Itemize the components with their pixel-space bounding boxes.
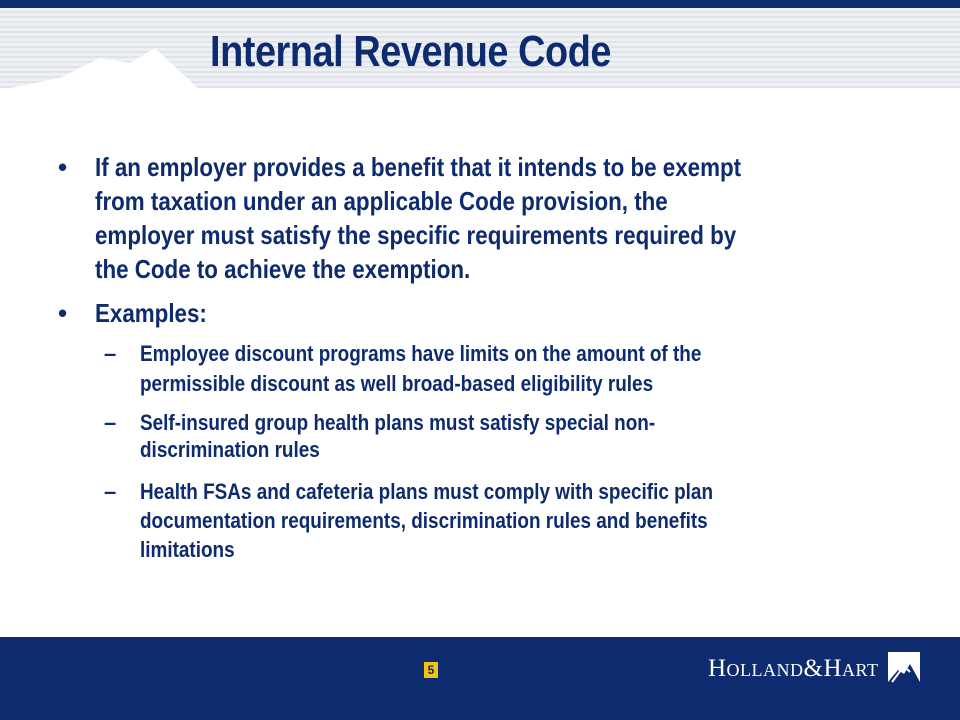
bullet-line: the Code to achieve the exemption.: [95, 254, 471, 284]
slide-title: Internal Revenue Code: [210, 27, 612, 76]
page-number: 5: [424, 662, 438, 678]
dash-icon: –: [104, 341, 117, 366]
dash-icon: –: [104, 479, 117, 504]
holland-hart-logo: [708, 652, 928, 686]
bullet-line: Examples:: [95, 298, 207, 328]
mountain-peak-icon: [888, 652, 924, 686]
logo-text: Holland&Hart: [708, 655, 879, 682]
bullet-line: If an employer provides a benefit that it intends to be exempt: [95, 152, 742, 182]
sub-bullet-line: permissible discount as well broad-based eligibility rules: [140, 371, 654, 396]
mountain-peak-icon: [0, 8, 200, 90]
bullet-line: employer must satisfy the specific requirements required by: [95, 220, 737, 250]
sub-bullet-line: documentation requirements, discrimination rules and benefits: [140, 508, 708, 533]
bullet-line: from taxation under an applicable Code provision, the: [95, 186, 668, 216]
sub-bullet-line: discrimination rules: [140, 437, 320, 462]
sub-bullet-line: Employee discount programs have limits on the amount of the: [140, 341, 702, 366]
sub-bullet-line: limitations: [140, 537, 235, 562]
top-rule: [0, 0, 960, 8]
bullet-dot-icon: •: [58, 152, 68, 182]
sub-bullet-line: Self-insured group health plans must satisfy special non-: [140, 410, 656, 435]
sub-bullet-line: Health FSAs and cafeteria plans must comply with specific plan: [140, 479, 714, 504]
dash-icon: –: [104, 410, 117, 435]
bullet-dot-icon: •: [58, 298, 68, 328]
